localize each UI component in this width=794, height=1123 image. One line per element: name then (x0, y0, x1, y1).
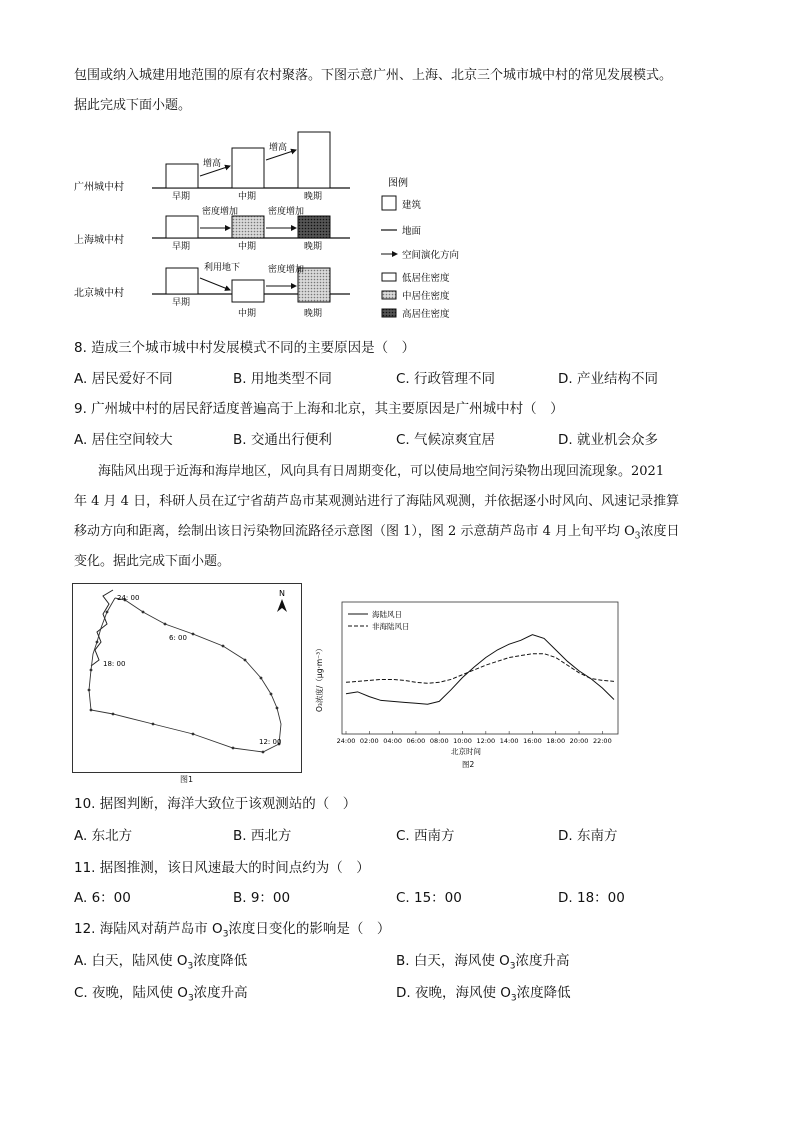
q11-option-a[interactable]: A. 6：00 (74, 890, 131, 906)
q12-option-d[interactable]: D. 夜晚，海风使 $O_3$浓度降低 (396, 985, 571, 1004)
row-label-guangzhou: 广州城中村 (74, 182, 124, 193)
q9-option-a[interactable]: A. 居住空间较大 (74, 432, 173, 448)
x-tick-label: 10:00 (453, 737, 472, 745)
figure-1-frame (72, 583, 302, 773)
arrow-label: 密度增加 (268, 207, 305, 217)
legend-label: 中居住密度 (402, 291, 450, 302)
x-axis-label: 北京时间 (451, 747, 481, 756)
legend-medium-swatch (382, 291, 396, 299)
q8-option-c[interactable]: C. 行政管理不同 (396, 371, 496, 387)
x-tick-label: 14:00 (499, 737, 519, 745)
building-mid (232, 280, 264, 302)
building-mid (232, 216, 264, 238)
stage-label: 早期 (172, 298, 191, 308)
x-tick-label: 02:00 (359, 737, 379, 745)
question-9-stem: 9. 广州城中村的居民舒适度普遍高于上海和北京，其主要原因是广州城中村（ ） (74, 401, 564, 417)
arrow-label: 密度增加 (268, 265, 305, 275)
north-label: N (279, 589, 285, 598)
q9-option-d[interactable]: D. 就业机会众多 (558, 432, 658, 448)
legend-label: 非海陆风日 (372, 622, 410, 631)
pollutant-path-map (73, 584, 301, 772)
north-arrow-icon (277, 599, 287, 612)
x-tick-label: 18:00 (546, 737, 566, 745)
stage-label: 晚期 (304, 192, 323, 202)
legend-title: 图例 (388, 178, 408, 189)
q10-option-a[interactable]: A. 东北方 (74, 828, 133, 844)
legend-label: 低居住密度 (402, 273, 450, 284)
q12-option-c[interactable]: C. 夜晚，陆风使 $O_3$浓度升高 (74, 985, 248, 1004)
y-axis-label: O₃浓度/（μg·m⁻³） (315, 644, 324, 712)
q10-option-d[interactable]: D. 东南方 (558, 828, 618, 844)
x-tick-label: 06:00 (406, 737, 426, 745)
q8-option-d[interactable]: D. 产业结构不同 (558, 371, 658, 387)
q9-option-b[interactable]: B. 交通出行便利 (233, 432, 332, 448)
legend-label: 建筑 (402, 200, 422, 211)
q10-option-b[interactable]: B. 西北方 (233, 828, 292, 844)
question-10-stem: 10. 据图判断，海洋大致位于该观测站的（ ） (74, 796, 357, 812)
village-development-diagram (70, 128, 490, 328)
time-label-6: 6: 00 (169, 634, 187, 642)
x-tick-label: 16:00 (523, 737, 542, 745)
building-early (166, 268, 198, 294)
question-11-stem: 11. 据图推测，该日风速最大的时间点约为（ ） (74, 860, 370, 876)
x-tick-label: 22:00 (592, 737, 612, 745)
legend-label: 地面 (402, 226, 422, 237)
time-label-24: 24: 00 (117, 594, 140, 602)
intro2-line-2: 年 4 月 4 日，科研人员在辽宁省葫芦岛市某观测站进行了海陆风观测，并依据逐小时风向、风速记录推算 (74, 494, 680, 509)
intro2-line-4: 变化。据此完成下面小题。 (74, 554, 231, 569)
figure-1-caption: 图1 (180, 775, 194, 784)
building-late (298, 216, 330, 238)
stage-label: 早期 (172, 242, 191, 252)
question-12-stem: 12. 海陆风对葫芦岛市 $O_3$浓度日变化的影响是（ ） (74, 921, 391, 940)
legend-label: 海陆风日 (372, 610, 402, 619)
q11-option-b[interactable]: B. 9：00 (233, 890, 291, 906)
time-label-18: 18: 00 (103, 660, 126, 668)
stage-label: 晚期 (304, 309, 323, 319)
figure-2-caption: 图2 (462, 760, 475, 769)
x-tick-label: 24:00 (336, 737, 356, 745)
x-tick-label: 20:00 (569, 737, 589, 745)
legend-label: 高居住密度 (402, 309, 450, 320)
legend-building-swatch (382, 196, 396, 210)
x-tick-label: 04:00 (383, 737, 402, 745)
q10-option-c[interactable]: C. 西南方 (396, 828, 455, 844)
building-mid (232, 148, 264, 188)
building-early (166, 164, 198, 188)
stage-label: 中期 (238, 192, 257, 202)
q11-option-d[interactable]: D. 18：00 (558, 890, 625, 906)
intro-line-2: 据此完成下面小题。 (74, 98, 192, 113)
hourly-points (88, 599, 281, 754)
x-tick-label: 08:00 (429, 737, 449, 745)
legend-label: 空间演化方向 (402, 250, 460, 261)
row-label-beijing: 北京城中村 (74, 288, 124, 299)
q12-option-a[interactable]: A. 白天，陆风使 $O_3$浓度降低 (74, 953, 248, 972)
legend-high-swatch (382, 309, 396, 317)
arrow-icon (200, 278, 230, 290)
q9-option-c[interactable]: C. 气候凉爽宜居 (396, 432, 496, 448)
building-late (298, 132, 330, 188)
arrow-label: 密度增加 (202, 207, 239, 217)
o3-chart (306, 592, 626, 782)
x-tick-label: 12:00 (476, 737, 496, 745)
q11-option-c[interactable]: C. 15：00 (396, 890, 462, 906)
arrow-label: 增高 (203, 159, 222, 169)
time-label-12: 12: 00 (259, 738, 282, 746)
return-path-line (89, 598, 281, 752)
building-early (166, 216, 198, 238)
stage-label: 早期 (172, 192, 191, 202)
coastline (91, 590, 113, 666)
intro2-line-3: 移动方向和距离，绘制出该日污染物回流路径示意图（图 1），图 2 示意葫芦岛市 4 月上旬平均 $O_3$浓度日 (74, 524, 680, 542)
arrow-label: 增高 (269, 143, 288, 153)
row-label-shanghai: 上海城中村 (74, 235, 124, 246)
intro2-line-1: 海陆风出现于近海和海岸地区，风向具有日周期变化，可以使局地空间污染物出现回流现象。2021 (98, 464, 665, 479)
q8-option-a[interactable]: A. 居民爱好不同 (74, 371, 173, 387)
q12-option-b[interactable]: B. 白天，海风使 $O_3$浓度升高 (396, 953, 570, 972)
intro-line-1: 包围或纳入城建用地范围的原有农村聚落。下图示意广州、上海、北京三个城市城中村的常见发展模式。 (74, 68, 673, 83)
arrow-label: 利用地下 (204, 263, 241, 273)
stage-label: 中期 (238, 309, 257, 319)
q8-option-b[interactable]: B. 用地类型不同 (233, 371, 332, 387)
stage-label: 晚期 (304, 242, 323, 252)
question-8-stem: 8. 造成三个城市城中村发展模式不同的主要原因是（ ） (74, 340, 416, 356)
stage-label: 中期 (238, 242, 257, 252)
legend-low-swatch (382, 273, 396, 281)
